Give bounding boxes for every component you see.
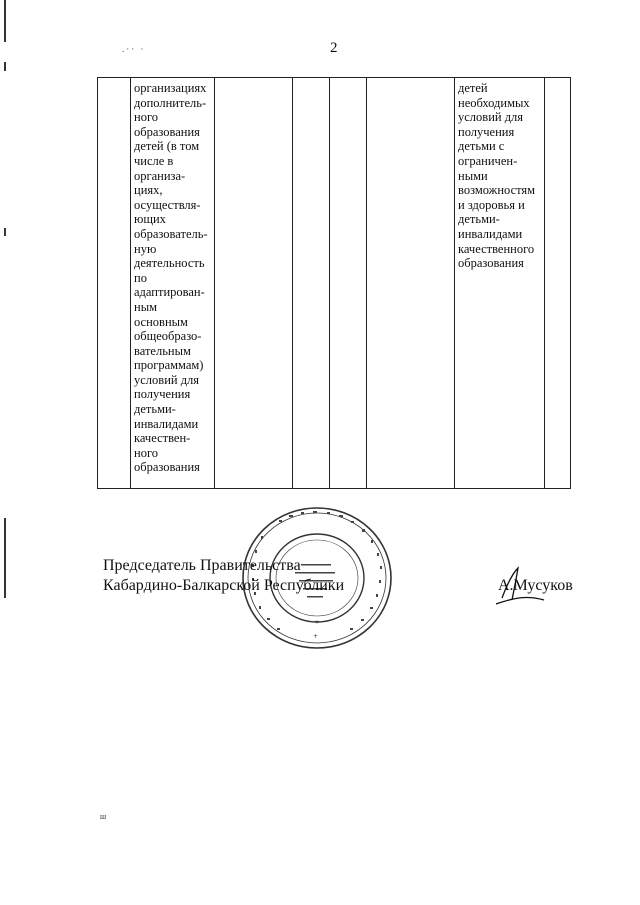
document-table (97, 77, 571, 489)
cell-line: осуществля- (134, 197, 201, 212)
cell-line: образователь- (134, 226, 208, 241)
scan-edge-mark-top (4, 0, 6, 42)
cell-line: ную (134, 241, 157, 256)
table-row (98, 78, 571, 489)
scan-edge-mark-mid (4, 228, 6, 236)
cell-line: получения (458, 124, 515, 139)
cell-line: детьми с (458, 139, 505, 154)
cell-line: ющих (134, 212, 166, 227)
table-cell-col8 (545, 78, 571, 489)
cell-line: ограничен- (458, 153, 518, 168)
cell-line: образования (458, 256, 524, 271)
cell-line: детей (в том (134, 139, 200, 154)
cell-line: качествен- (134, 431, 191, 446)
cell-line: получения (134, 387, 191, 402)
cell-line: условий для (458, 110, 524, 125)
scan-edge-mark-lower (4, 518, 6, 598)
table-cell-col3 (215, 78, 293, 489)
signer-title-line1: Председатель Правительства (103, 557, 301, 574)
cell-line: инвалидами (134, 416, 199, 431)
signer-title-line2: Кабардино-Балкарской Республики (103, 577, 345, 594)
footer-mark: ш (100, 812, 107, 821)
table-cell-col5 (330, 78, 367, 489)
svg-text:*: * (315, 619, 319, 628)
signature-block (103, 556, 344, 596)
cell-line: общеобразо- (134, 329, 202, 344)
cell-line: детей (458, 81, 488, 95)
table-cell-col2 (131, 78, 215, 489)
cell-line: необходимых (458, 95, 530, 110)
cell-line: и здоровья и (458, 197, 525, 212)
scan-edge-mark-upper (4, 62, 6, 71)
cell-line: циях, (134, 183, 163, 198)
cell-line: по (134, 270, 147, 285)
cell-line: адаптирован- (134, 285, 205, 300)
stray-marks: .·· · (122, 44, 146, 54)
cell-line: вательным (134, 343, 191, 358)
cell-line: деятельность (134, 256, 205, 271)
cell-text-col7 (455, 78, 544, 271)
table-cell-col1 (98, 78, 131, 489)
cell-line: детьми- (458, 212, 500, 227)
cell-line: ного (134, 110, 159, 125)
cell-line: образования (134, 460, 200, 475)
cell-line: основным (134, 314, 188, 329)
page-number: 2 (330, 40, 338, 56)
cell-line: образования (134, 124, 200, 139)
table-cell-col6 (367, 78, 455, 489)
cell-line: дополнитель- (134, 95, 207, 110)
cell-line: качественного (458, 241, 535, 256)
cell-line: ным (134, 299, 157, 314)
cell-line: ного (134, 445, 159, 460)
cell-line: инвалидами (458, 226, 523, 241)
table-cell-col4 (293, 78, 330, 489)
table-cell-col7 (455, 78, 545, 489)
cell-line: числе в (134, 153, 174, 168)
cell-line: детьми- (134, 402, 176, 417)
cell-line: ными (458, 168, 488, 183)
signer-name: А.Мусуков (498, 577, 573, 594)
cell-line: организа- (134, 168, 186, 183)
svg-text:+: + (313, 633, 319, 640)
cell-line: условий для (134, 372, 200, 387)
cell-text-col2 (131, 78, 214, 475)
cell-line: организациях (134, 81, 207, 95)
cell-line: программам) (134, 358, 204, 373)
cell-line: возможностям (458, 183, 536, 198)
